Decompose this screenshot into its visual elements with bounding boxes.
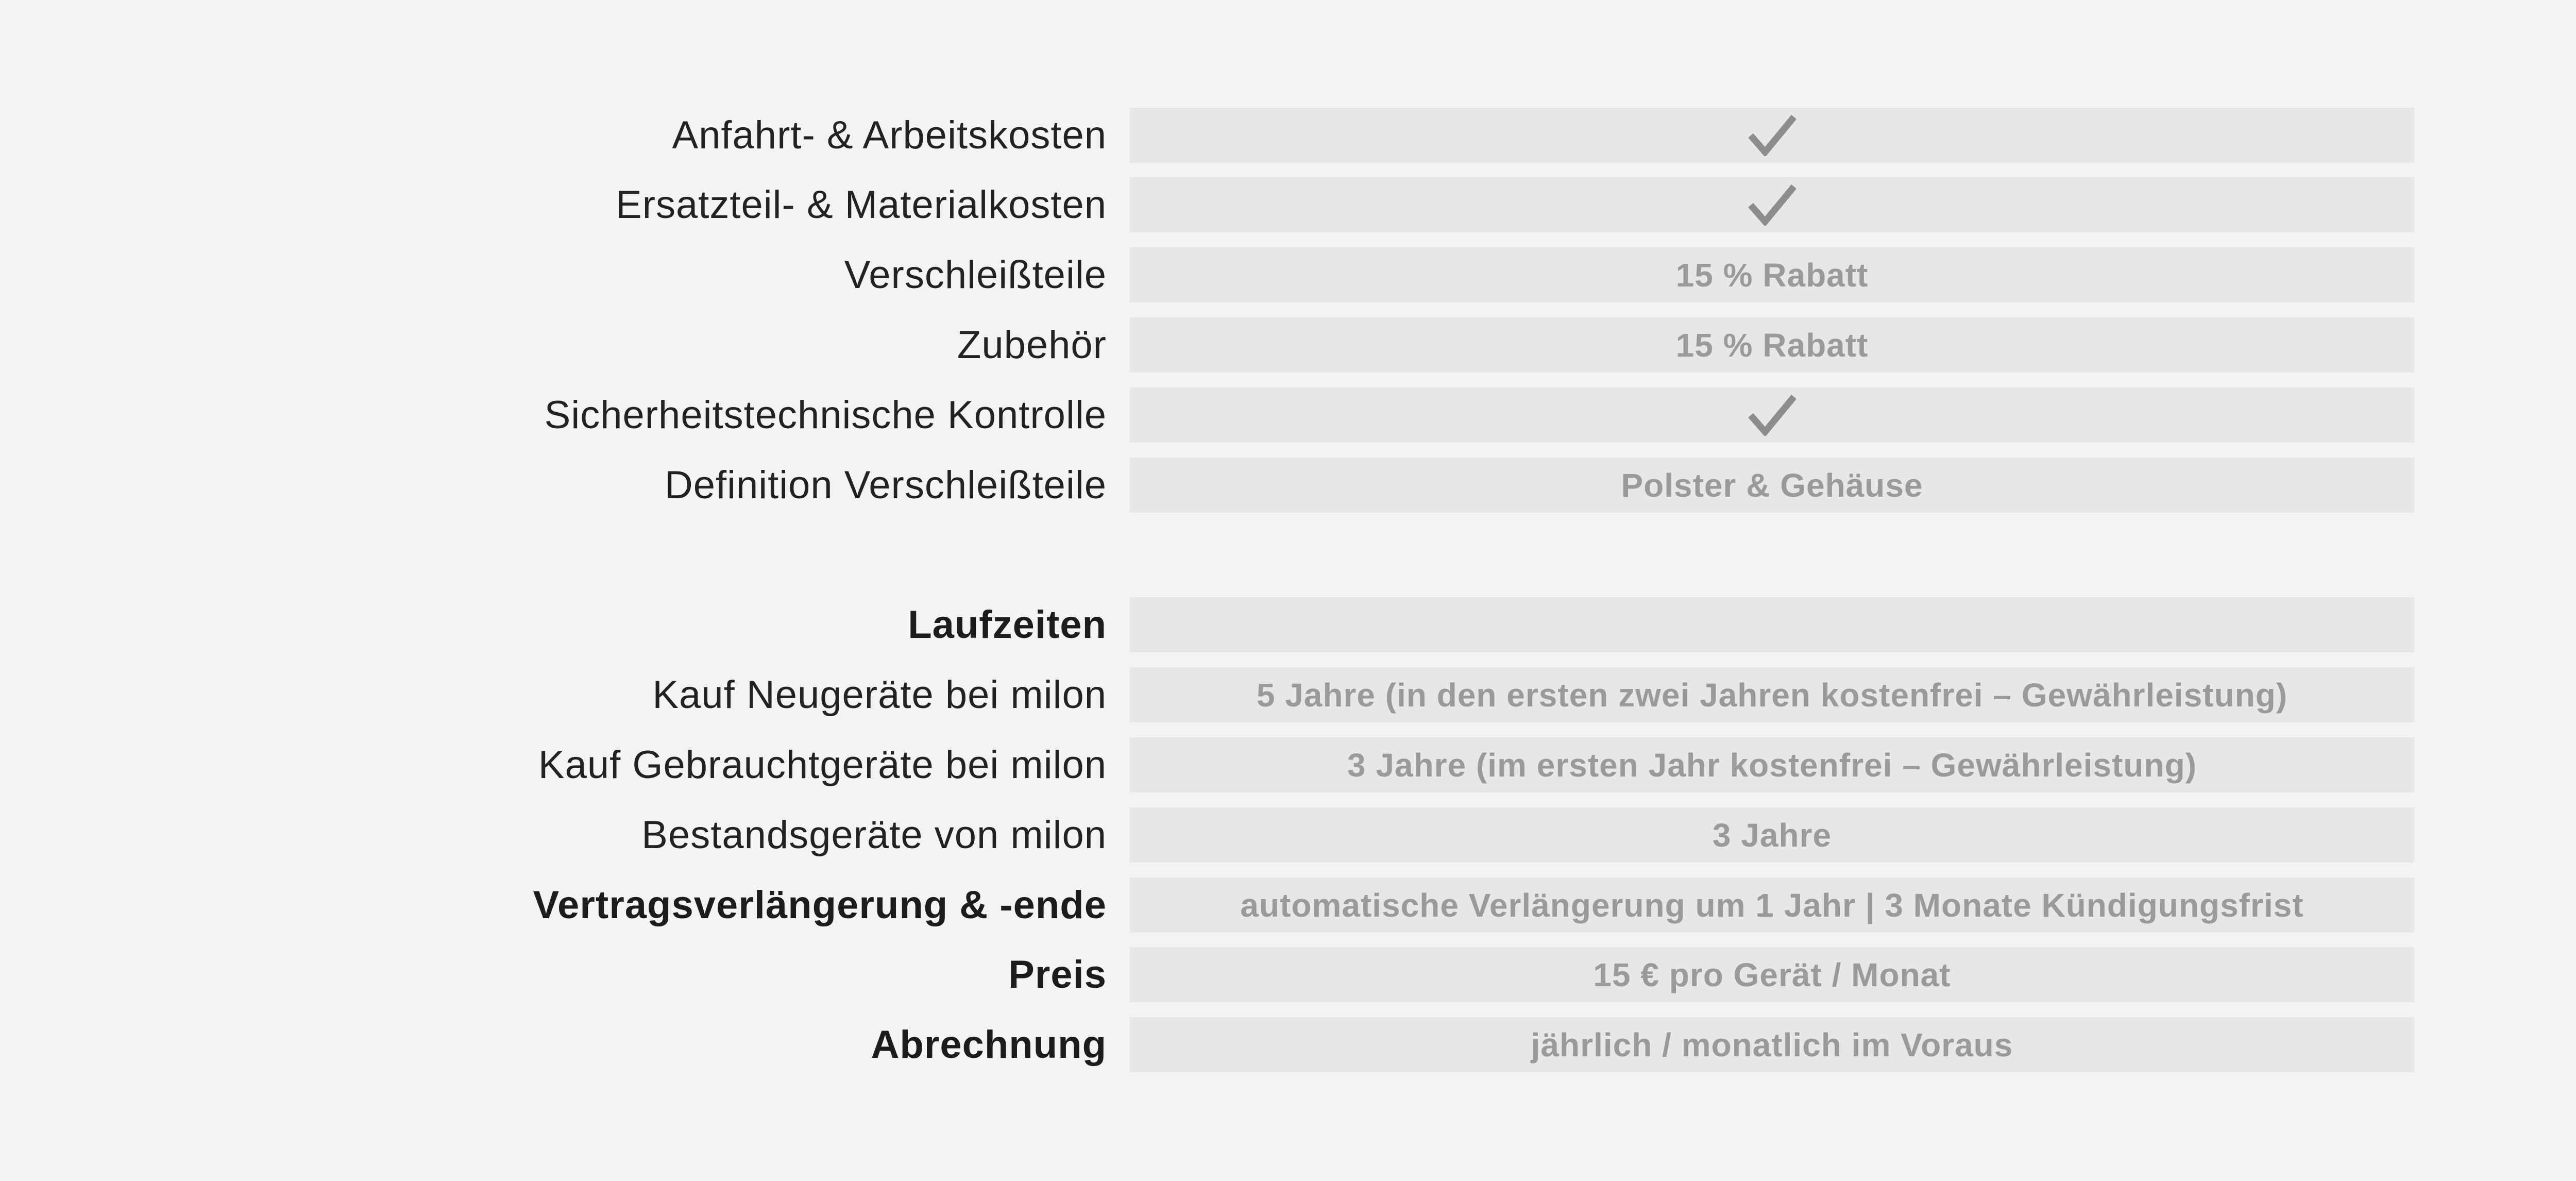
row-value-cell [1130,737,2414,792]
section-heading: Laufzeiten [908,603,1107,647]
row-label: Zubehör [957,323,1107,367]
row-value-cell [1130,1017,2414,1072]
table-row-existing-devices [0,807,2576,863]
row-label: Kauf Neugeräte bei milon [652,673,1107,717]
row-value-cell [1130,878,2414,933]
row-value-cell [1130,597,2414,652]
table-row-spare-parts-material-costs [0,177,2576,232]
row-value: automatische Verlängerung um 1 Jahr | 3 Monate Kündigungsfrist [1240,886,2304,924]
row-label: Vertragsverlängerung & -ende [533,883,1107,927]
row-label: Sicherheitstechnische Kontrolle [544,393,1107,437]
row-value: 3 Jahre (im ersten Jahr kostenfrei – Gewährleistung) [1347,746,2197,784]
check-icon [1749,184,1796,226]
table-row-price [0,947,2576,1002]
table-row-used-devices [0,737,2576,792]
row-value: 15 % Rabatt [1675,326,1869,364]
table-row-safety-inspection [0,387,2576,443]
row-value-cell [1130,108,2414,163]
row-label: Definition Verschleißteile [664,463,1107,507]
row-label: Kauf Gebrauchtgeräte bei milon [538,743,1107,787]
row-value: 15 € pro Gerät / Monat [1593,956,1951,993]
table-row-terms-heading [0,597,2576,652]
row-value: 15 % Rabatt [1675,256,1869,294]
table-row-new-devices [0,667,2576,722]
row-label: Ersatzteil- & Materialkosten [616,183,1107,227]
row-value-cell [1130,247,2414,302]
table-row-accessories [0,317,2576,373]
row-value-cell [1130,807,2414,863]
table-row-billing [0,1017,2576,1072]
row-label: Anfahrt- & Arbeitskosten [672,113,1107,157]
row-value-cell [1130,947,2414,1002]
row-value-cell [1130,458,2414,513]
row-label: Preis [1008,953,1107,997]
check-icon [1749,395,1796,436]
row-label: Verschleißteile [844,253,1107,297]
row-value: jährlich / monatlich im Voraus [1531,1026,2013,1064]
row-value-cell [1130,387,2414,443]
row-value-cell [1130,317,2414,373]
row-value-cell [1130,667,2414,722]
row-label: Abrechnung [871,1023,1107,1067]
row-value: Polster & Gehäuse [1621,466,1923,504]
table-row-wear-parts-definition [0,458,2576,513]
table-row-wear-parts [0,247,2576,302]
table-row-contract-renewal [0,878,2576,933]
row-value: 3 Jahre [1712,816,1832,854]
row-label: Bestandsgeräte von milon [641,813,1107,857]
row-value-cell [1130,177,2414,232]
table-row-travel-labor-costs [0,108,2576,163]
check-icon [1749,115,1796,156]
row-value: 5 Jahre (in den ersten zwei Jahren kostenfrei – Gewährleistung) [1256,676,2288,714]
